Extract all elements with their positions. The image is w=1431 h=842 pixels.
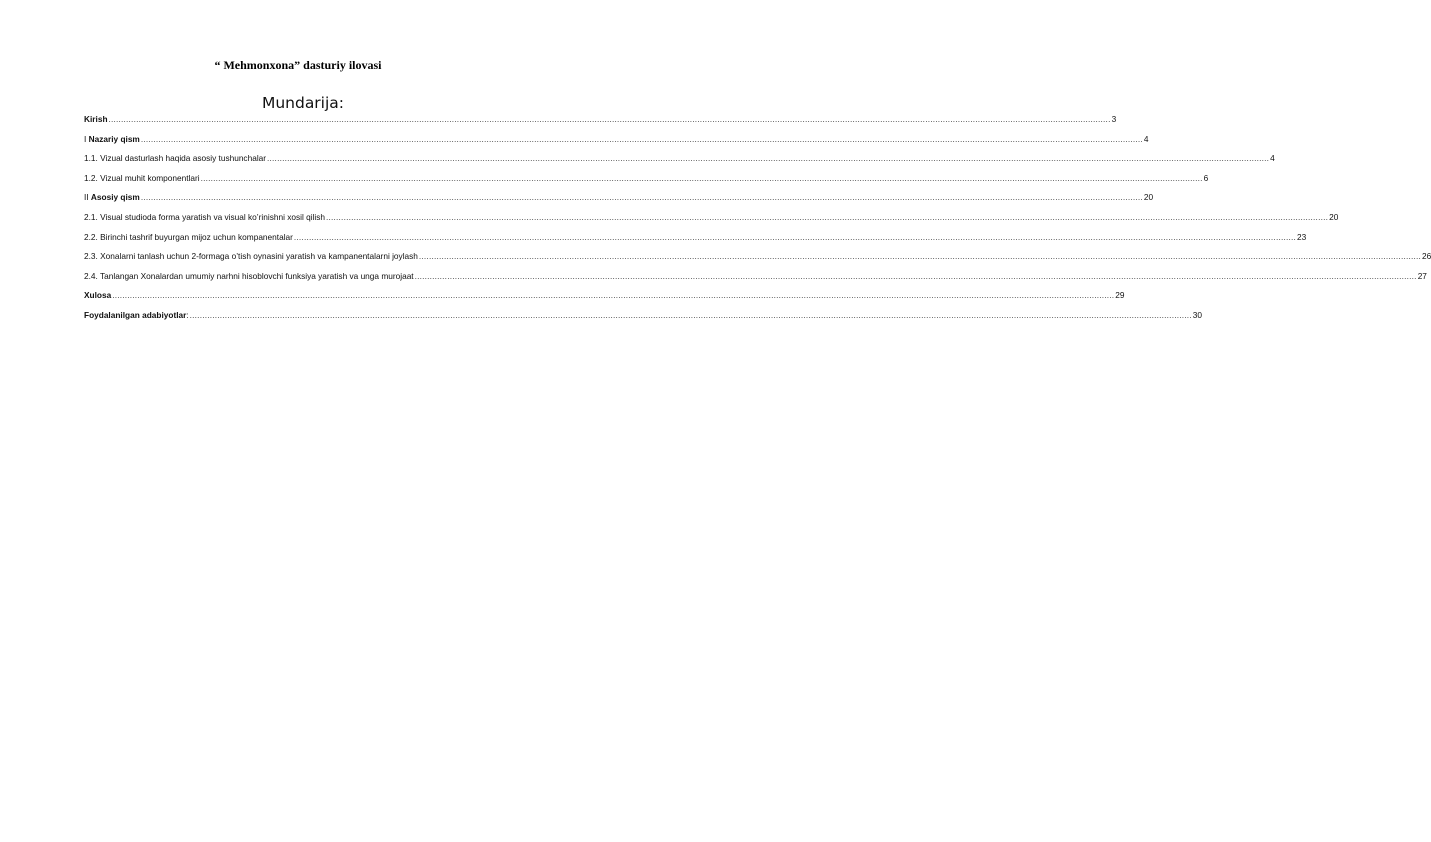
toc-entry-suffix: : [186, 309, 189, 320]
toc-entry-label [84, 251, 418, 261]
toc-entry-label [84, 290, 111, 300]
toc-dot-leader: ................................................................................................................................................................................................................................................................................................................................................................................................................ [200, 172, 1203, 183]
toc-page-number: 20 [1143, 192, 1154, 203]
toc-entry-bold-label: Kirish [84, 114, 108, 124]
table-of-contents [84, 114, 1431, 330]
toc-page-number: 23 [1296, 231, 1307, 242]
toc-dot-leader: ................................................................................................................................................................................................................................................................................................................................................................................................................ [189, 309, 1192, 320]
toc-entry[interactable] [84, 231, 1307, 252]
toc-dot-leader: ................................................................................................................................................................................................................................................................................................................................................................................................................ [140, 192, 1143, 203]
toc-page-number: 30 [1192, 309, 1202, 320]
toc-entry[interactable] [84, 251, 1431, 271]
toc-entry-bold-label: Nazariy qism [88, 133, 140, 144]
toc-heading: Mundarija: [261, 94, 345, 112]
toc-dot-leader: ................................................................................................................................................................................................................................................................................................................................................................................................................ [326, 211, 1329, 222]
toc-entry-prefix: II [84, 192, 91, 203]
toc-dot-leader: ................................................................................................................................................................................................................................................................................................................................................................................................................ [112, 290, 1115, 301]
toc-entry-bold-label: Foydalanilgan adabiyotlar [84, 309, 187, 320]
toc-dot-leader: ................................................................................................................................................................................................................................................................................................................................................................................................................ [108, 114, 1111, 124]
toc-page-number: 3 [1111, 114, 1117, 124]
toc-entry-label [84, 310, 189, 320]
toc-entry-label [84, 232, 293, 242]
toc-page-number: 4 [1143, 133, 1149, 144]
toc-entry-prefix: 2.3. Xonalarni tanlash uchun 2-formaga o’tish oynasini yaratish va kampanentalarni joylash [84, 251, 418, 262]
toc-entry-prefix: 2.1. Visual studioda forma yaratish va visual ko’rinishni xosil qilish [84, 211, 326, 222]
toc-entry-bold-label: Asosiy qism [90, 192, 140, 203]
toc-entry-label [84, 134, 140, 144]
toc-entry[interactable] [84, 172, 1209, 193]
toc-entry[interactable] [84, 270, 1427, 291]
toc-entry-label [84, 192, 140, 202]
toc-page-number: 4 [1270, 153, 1275, 164]
toc-page-number: 29 [1115, 290, 1125, 301]
toc-entry-prefix: 2.2. Birinchi tashrif buyurgan mijoz uchun kompanentalar [84, 231, 293, 242]
toc-entry-label [84, 114, 108, 124]
toc-page-number: 27 [1417, 270, 1427, 281]
toc-entry-label [84, 271, 414, 281]
toc-entry[interactable] [84, 309, 1202, 330]
toc-entry[interactable] [84, 211, 1339, 232]
toc-entry-prefix: I [84, 133, 89, 144]
toc-entry-prefix: 2.4. Tanlangan Xonalardan umumiy narhni hisoblovchi funksiya yaratish va unga murojaat [84, 270, 414, 281]
toc-entry-prefix: 1.1. Vizual dasturlash haqida asosiy tushunchalar [84, 153, 267, 164]
toc-entry-label [84, 153, 266, 163]
toc-entry-bold-label: Xulosa [84, 290, 112, 301]
toc-entry-prefix: 1.2. Vizual muhit komponentlari [84, 172, 200, 183]
toc-entry[interactable] [84, 192, 1154, 212]
toc-entry[interactable] [84, 133, 1149, 154]
toc-dot-leader: ................................................................................................................................................................................................................................................................................................................................................................................................................ [267, 153, 1270, 164]
toc-dot-leader: ................................................................................................................................................................................................................................................................................................................................................................................................................ [414, 270, 1417, 281]
document-title: “ Mehmonxona” dasturiy ilovasi [214, 58, 382, 72]
toc-entry-label [84, 173, 200, 183]
toc-page-number: 6 [1203, 172, 1209, 183]
toc-dot-leader: ................................................................................................................................................................................................................................................................................................................................................................................................................ [293, 231, 1296, 242]
toc-entry[interactable] [84, 114, 1117, 134]
toc-dot-leader: ................................................................................................................................................................................................................................................................................................................................................................................................................ [140, 133, 1143, 144]
toc-page-number: 26 [1421, 251, 1431, 262]
toc-dot-leader: ................................................................................................................................................................................................................................................................................................................................................................................................................ [418, 251, 1421, 262]
toc-entry[interactable] [84, 153, 1275, 173]
toc-entry-label [84, 212, 325, 222]
toc-page-number: 20 [1329, 211, 1339, 222]
toc-entry[interactable] [84, 290, 1125, 310]
